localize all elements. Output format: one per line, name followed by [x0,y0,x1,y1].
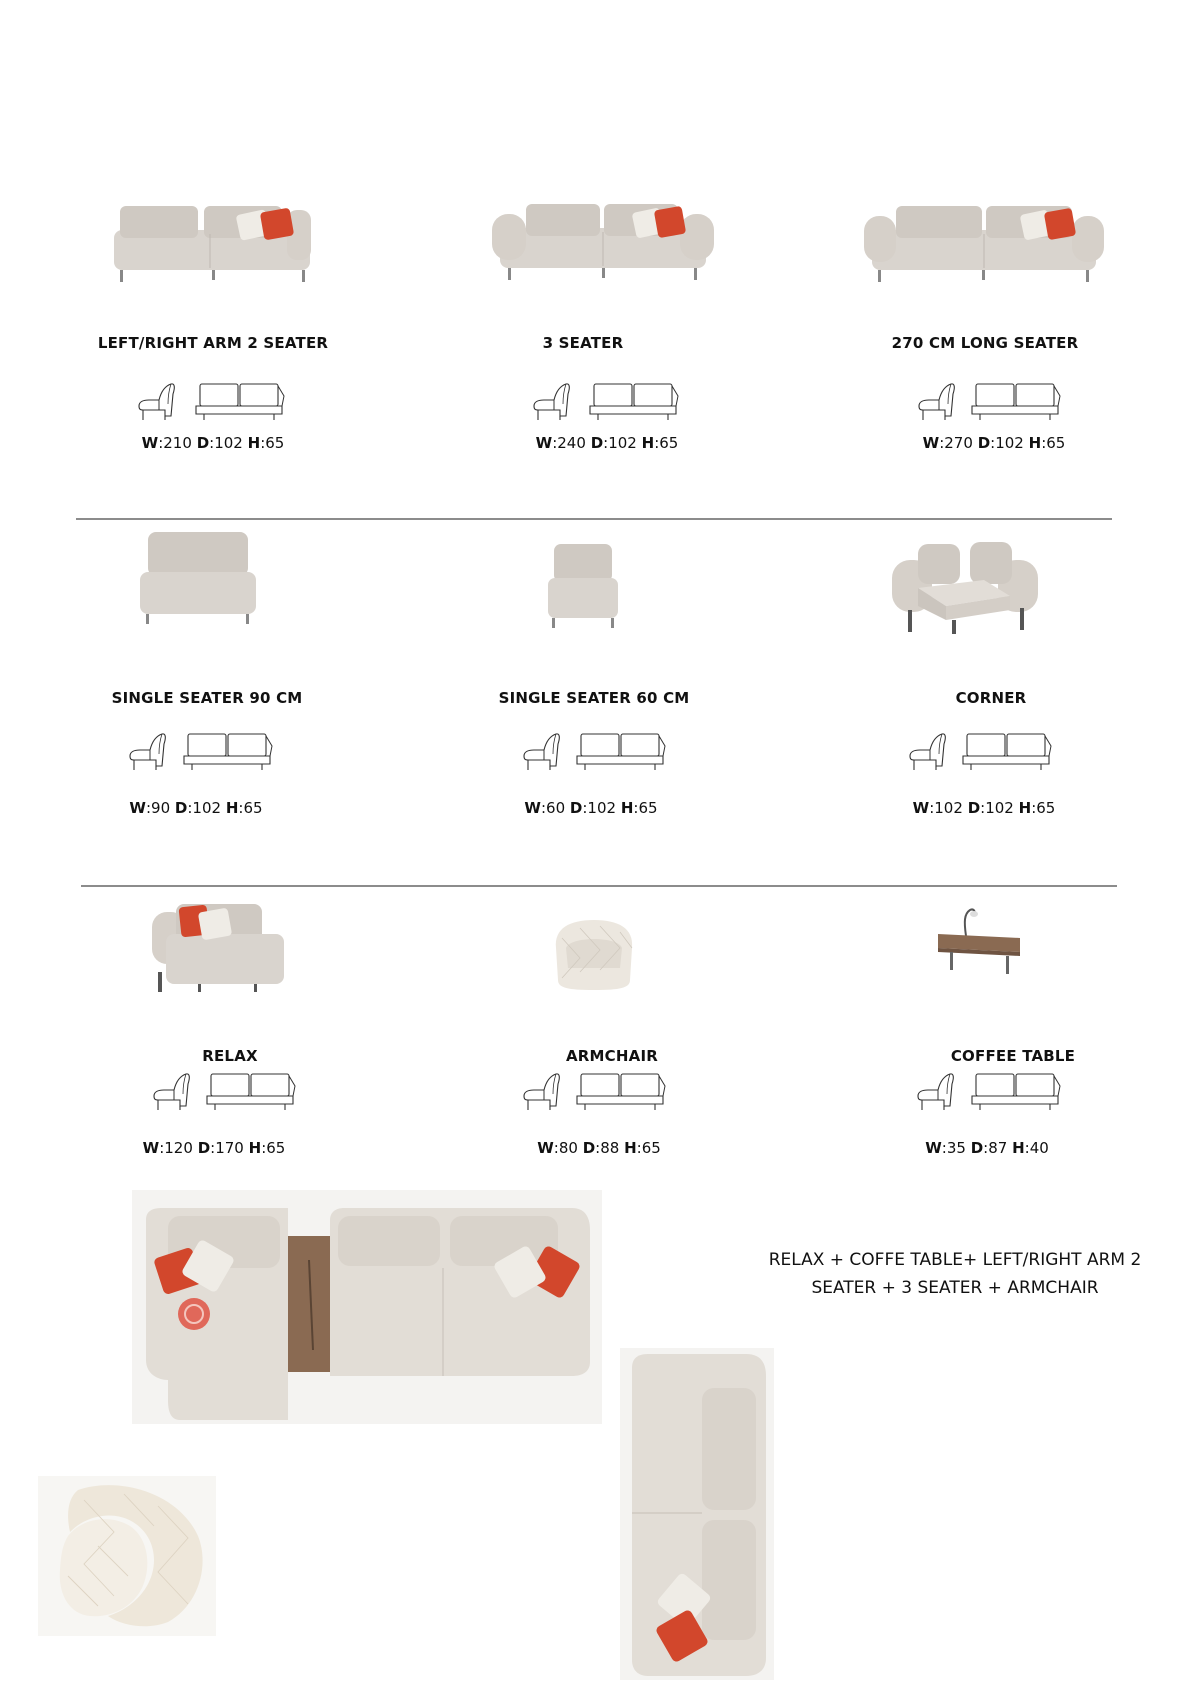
product-title: 3 SEATER [542,334,624,352]
product-photo-single-90 [140,528,256,626]
product-photo-270-seater [864,198,1104,284]
side-profile-diagram [150,1070,194,1114]
product-dimensions: W:35 D:87 H:40 [925,1139,1049,1157]
side-profile-diagram [530,380,574,424]
product-title: RELAX [202,1047,258,1065]
product-photo-armchair [550,918,638,992]
front-view-diagram [203,1070,299,1114]
product-dimensions: W:270 D:102 H:65 [922,434,1066,452]
product-dimensions: W:120 D:170 H:65 [142,1139,286,1157]
product-dimensions: W:80 D:88 H:65 [537,1139,661,1157]
product-title: ARMCHAIR [566,1047,658,1065]
side-profile-diagram [915,380,959,424]
product-dimensions: W:60 D:102 H:65 [524,799,658,817]
product-photo-coffee-table [936,906,1022,980]
combination-top-view-2-seater [620,1348,774,1680]
product-title: SINGLE SEATER 90 CM [111,689,303,707]
combination-line-2: SEATER + 3 SEATER + ARMCHAIR [811,1278,1099,1298]
side-profile-diagram [135,380,179,424]
product-photo-single-60 [548,544,618,630]
product-title: 270 CM LONG SEATER [891,334,1079,352]
product-dimensions: W:240 D:102 H:65 [535,434,679,452]
combination-top-view-sofa [132,1190,602,1424]
product-photo-relax [152,902,286,994]
product-title: LEFT/RIGHT ARM 2 SEATER [97,334,329,352]
product-title: CORNER [955,689,1027,707]
front-view-diagram [959,730,1055,774]
front-view-diagram [192,380,288,424]
front-view-diagram [573,730,669,774]
side-profile-diagram [914,1070,958,1114]
product-photo-2-seater [112,198,312,284]
front-view-diagram [180,730,276,774]
product-dimensions: W:90 D:102 H:65 [129,799,263,817]
product-dimensions: W:210 D:102 H:65 [141,434,285,452]
combination-top-view-armchair [38,1476,216,1636]
front-view-diagram [586,380,682,424]
product-dimensions: W:102 D:102 H:65 [912,799,1056,817]
product-title: COFFEE TABLE [950,1047,1076,1065]
section-divider [76,518,1112,520]
front-view-diagram [573,1070,669,1114]
product-title: SINGLE SEATER 60 CM [498,689,690,707]
front-view-diagram [968,380,1064,424]
side-profile-diagram [520,1070,564,1114]
side-profile-diagram [906,730,950,774]
front-view-diagram [968,1070,1064,1114]
side-profile-diagram [520,730,564,774]
side-profile-diagram [126,730,170,774]
product-photo-3-seater [492,196,714,282]
combination-description [745,1246,1165,1302]
section-divider [81,885,1117,887]
combination-line-1: RELAX + COFFE TABLE+ LEFT/RIGHT ARM 2 [768,1250,1142,1270]
product-photo-corner [892,540,1038,636]
